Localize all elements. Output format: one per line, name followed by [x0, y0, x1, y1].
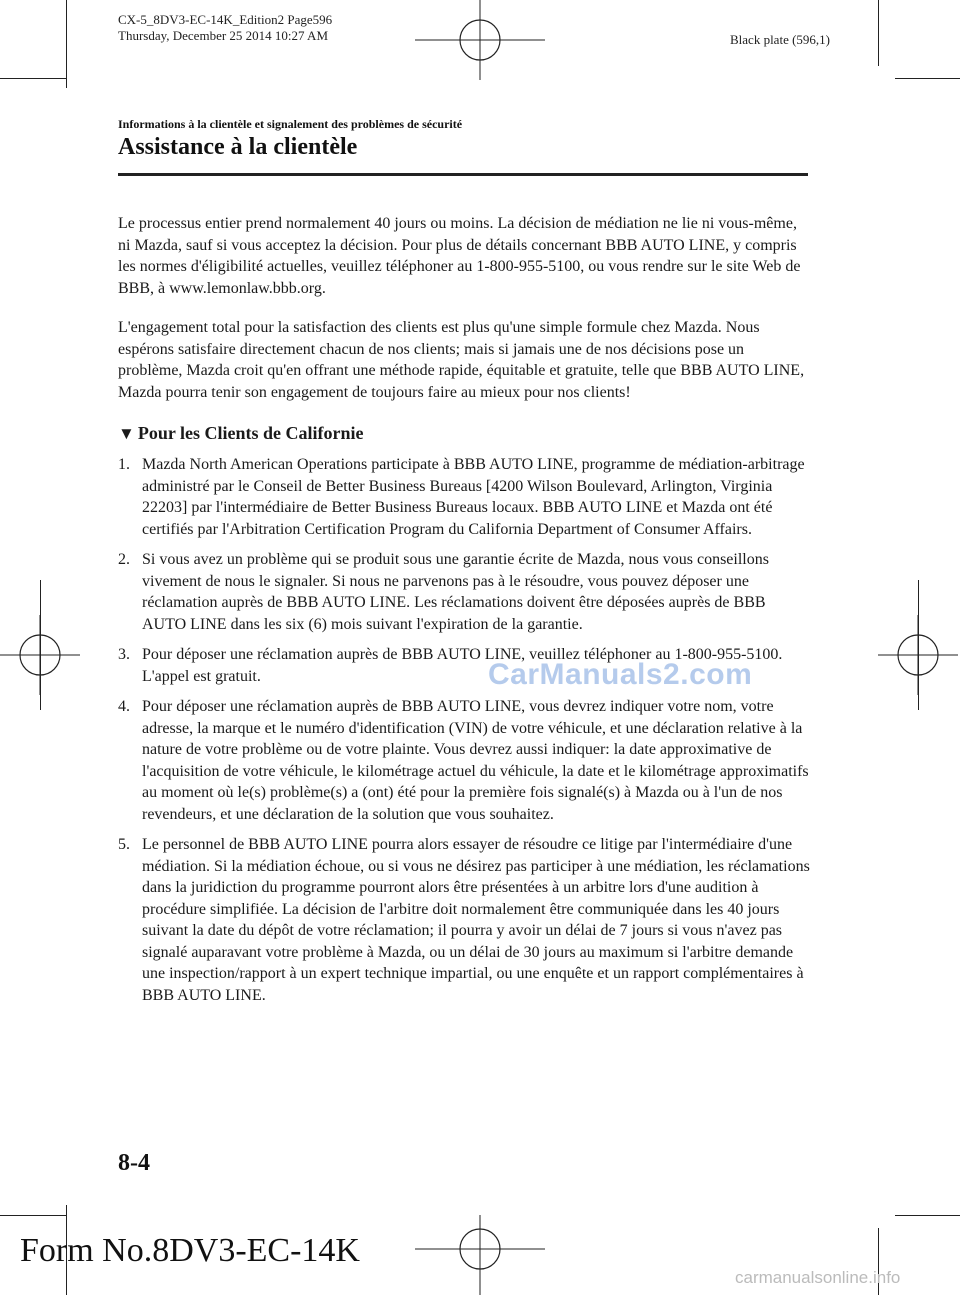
list-item: 1. Mazda North American Operations participate à BBB AUTO LINE, programme de médiation-arbitrage administré par le Conseil de Better Business Bureaus [4200 Wilson Boulevard, Arlington, Virginia 22203] par l'intermédiaire de Better Business Bureaus locaux. BBB AUTO LINE et Mazda ont été certifiés par l'Arbitration Certification Program du California Department of Consumer Affairs. [118, 456, 805, 538]
crop-mark-bl-h [0, 1215, 66, 1216]
registration-mark-right-icon [878, 615, 958, 695]
plate-label: Black plate (596,1) [730, 32, 830, 47]
paragraph-2: L'engagement total pour la satisfaction des clients est plus qu'une simple formule chez Mazda. Nous espérons satisfaire directement chacun de nos clients; mais si jamais une de nos décisions pose un problème, Mazda croit qu'en offrant une méthode rapide, équitable et gratuite, telle que BBB AUTO LINE, Mazda pourra tenir son engagement de toujours faire au mieux pour nos clients! [118, 319, 805, 401]
numbered-list [118, 454, 812, 1006]
crop-mark-br-h [895, 1215, 960, 1216]
page-number: 8-4 [118, 1150, 150, 1176]
section-category: Informations à la clientèle et signalement des problèmes de sécurité [118, 117, 463, 131]
title-divider [118, 173, 808, 176]
subheading-text: Pour les Clients de Californie [137, 423, 364, 443]
list-item: 3. Pour déposer une réclamation auprès de BBB AUTO LINE, veuillez téléphoner au 1-800-955-5100. L'appel est gratuit. [118, 646, 783, 685]
file-line: CX-5_8DV3-EC-14K_Edition2 Page596 [118, 12, 333, 27]
crop-mark-tr-h [895, 78, 960, 79]
watermark: CarManuals2.com [488, 658, 753, 691]
crop-mark-tl-h [0, 78, 66, 79]
page-title: Assistance à la clientèle [118, 134, 358, 160]
main-content [118, 213, 812, 1015]
list-item: 5. Le personnel de BBB AUTO LINE pourra alors essayer de résoudre ce litige par l'intermédiaire d'une médiation. Si la médiation échoue, ou si vous ne désirez pas participer à une médiation, les réclamations dans la juridiction du programme pourront alors être présentées à un arbitre lors d'une audition à procédure simplifiée. La décision de l'arbitre doit normalement être communiquée dans les 40 jours suivant la date du dépôt de votre réclamation; il pourra y avoir un délai de 7 jours si vous n'avez pas signalé auparavant votre problème à Mazda, ou un délai de 30 jours au maximum si l'arbitre demande une inspection/rapport à un expert technique impartial, ou une enquête et un rapport complémentaires à BBB AUTO LINE. [118, 836, 810, 1004]
registration-mark-left-icon [0, 615, 80, 695]
list-item: 4. Pour déposer une réclamation auprès de BBB AUTO LINE, vous devrez indiquer votre nom, votre adresse, la marque et le numéro d'identification (VIN) de votre véhicule, et une déclaration relative à la nature de votre problème ou de votre plainte. Vous devrez aussi indiquer: la date approximative de l'acquisition de votre véhicule, le kilométrage actuel du véhicule, la date et le kilométrage approximatifs au moment où le(s) problème(s) a (ont) été pour la première fois signalé(s) à Mazda ou à l'un de nos revendeurs, et une déclaration de la solution que vous souhaitez. [118, 698, 809, 823]
triangle-down-icon: ▼ [118, 424, 135, 443]
subheading [118, 421, 812, 446]
form-number: Form No.8DV3-EC-14K [20, 1232, 360, 1269]
registration-mark-bottom-icon [415, 1215, 545, 1295]
list-item: 2. Si vous avez un problème qui se produit sous une garantie écrite de Mazda, nous vous conseillons vivement de nous le signaler. Si nous ne parvenons pas à le résoudre, vous pouvez déposer une réclamation auprès de BBB AUTO LINE. Les réclamations doivent être déposées auprès de BBB AUTO LINE dans les six (6) mois suivant l'expiration de la garantie. [118, 551, 769, 633]
print-header [118, 12, 332, 44]
footer-site: carmanualsonline.info [735, 1268, 901, 1287]
crop-mark-tl-v [66, 0, 67, 88]
date-line: Thursday, December 25 2014 10:27 AM [118, 28, 329, 43]
crop-mark-tr-v [878, 0, 879, 66]
paragraph-1: Le processus entier prend normalement 40 jours ou moins. La décision de médiation ne lie ni vous-même, ni Mazda, sauf si vous acceptez la décision. Pour plus de détails concernant BBB AUTO LINE, y compris les normes d'éligibilité actuelles, veuillez téléphoner au 1-800-955-5100, ou vous rendre sur le site Web de BBB, à www.lemonlaw.bbb.org. [118, 215, 801, 297]
registration-mark-top-icon [415, 0, 545, 80]
